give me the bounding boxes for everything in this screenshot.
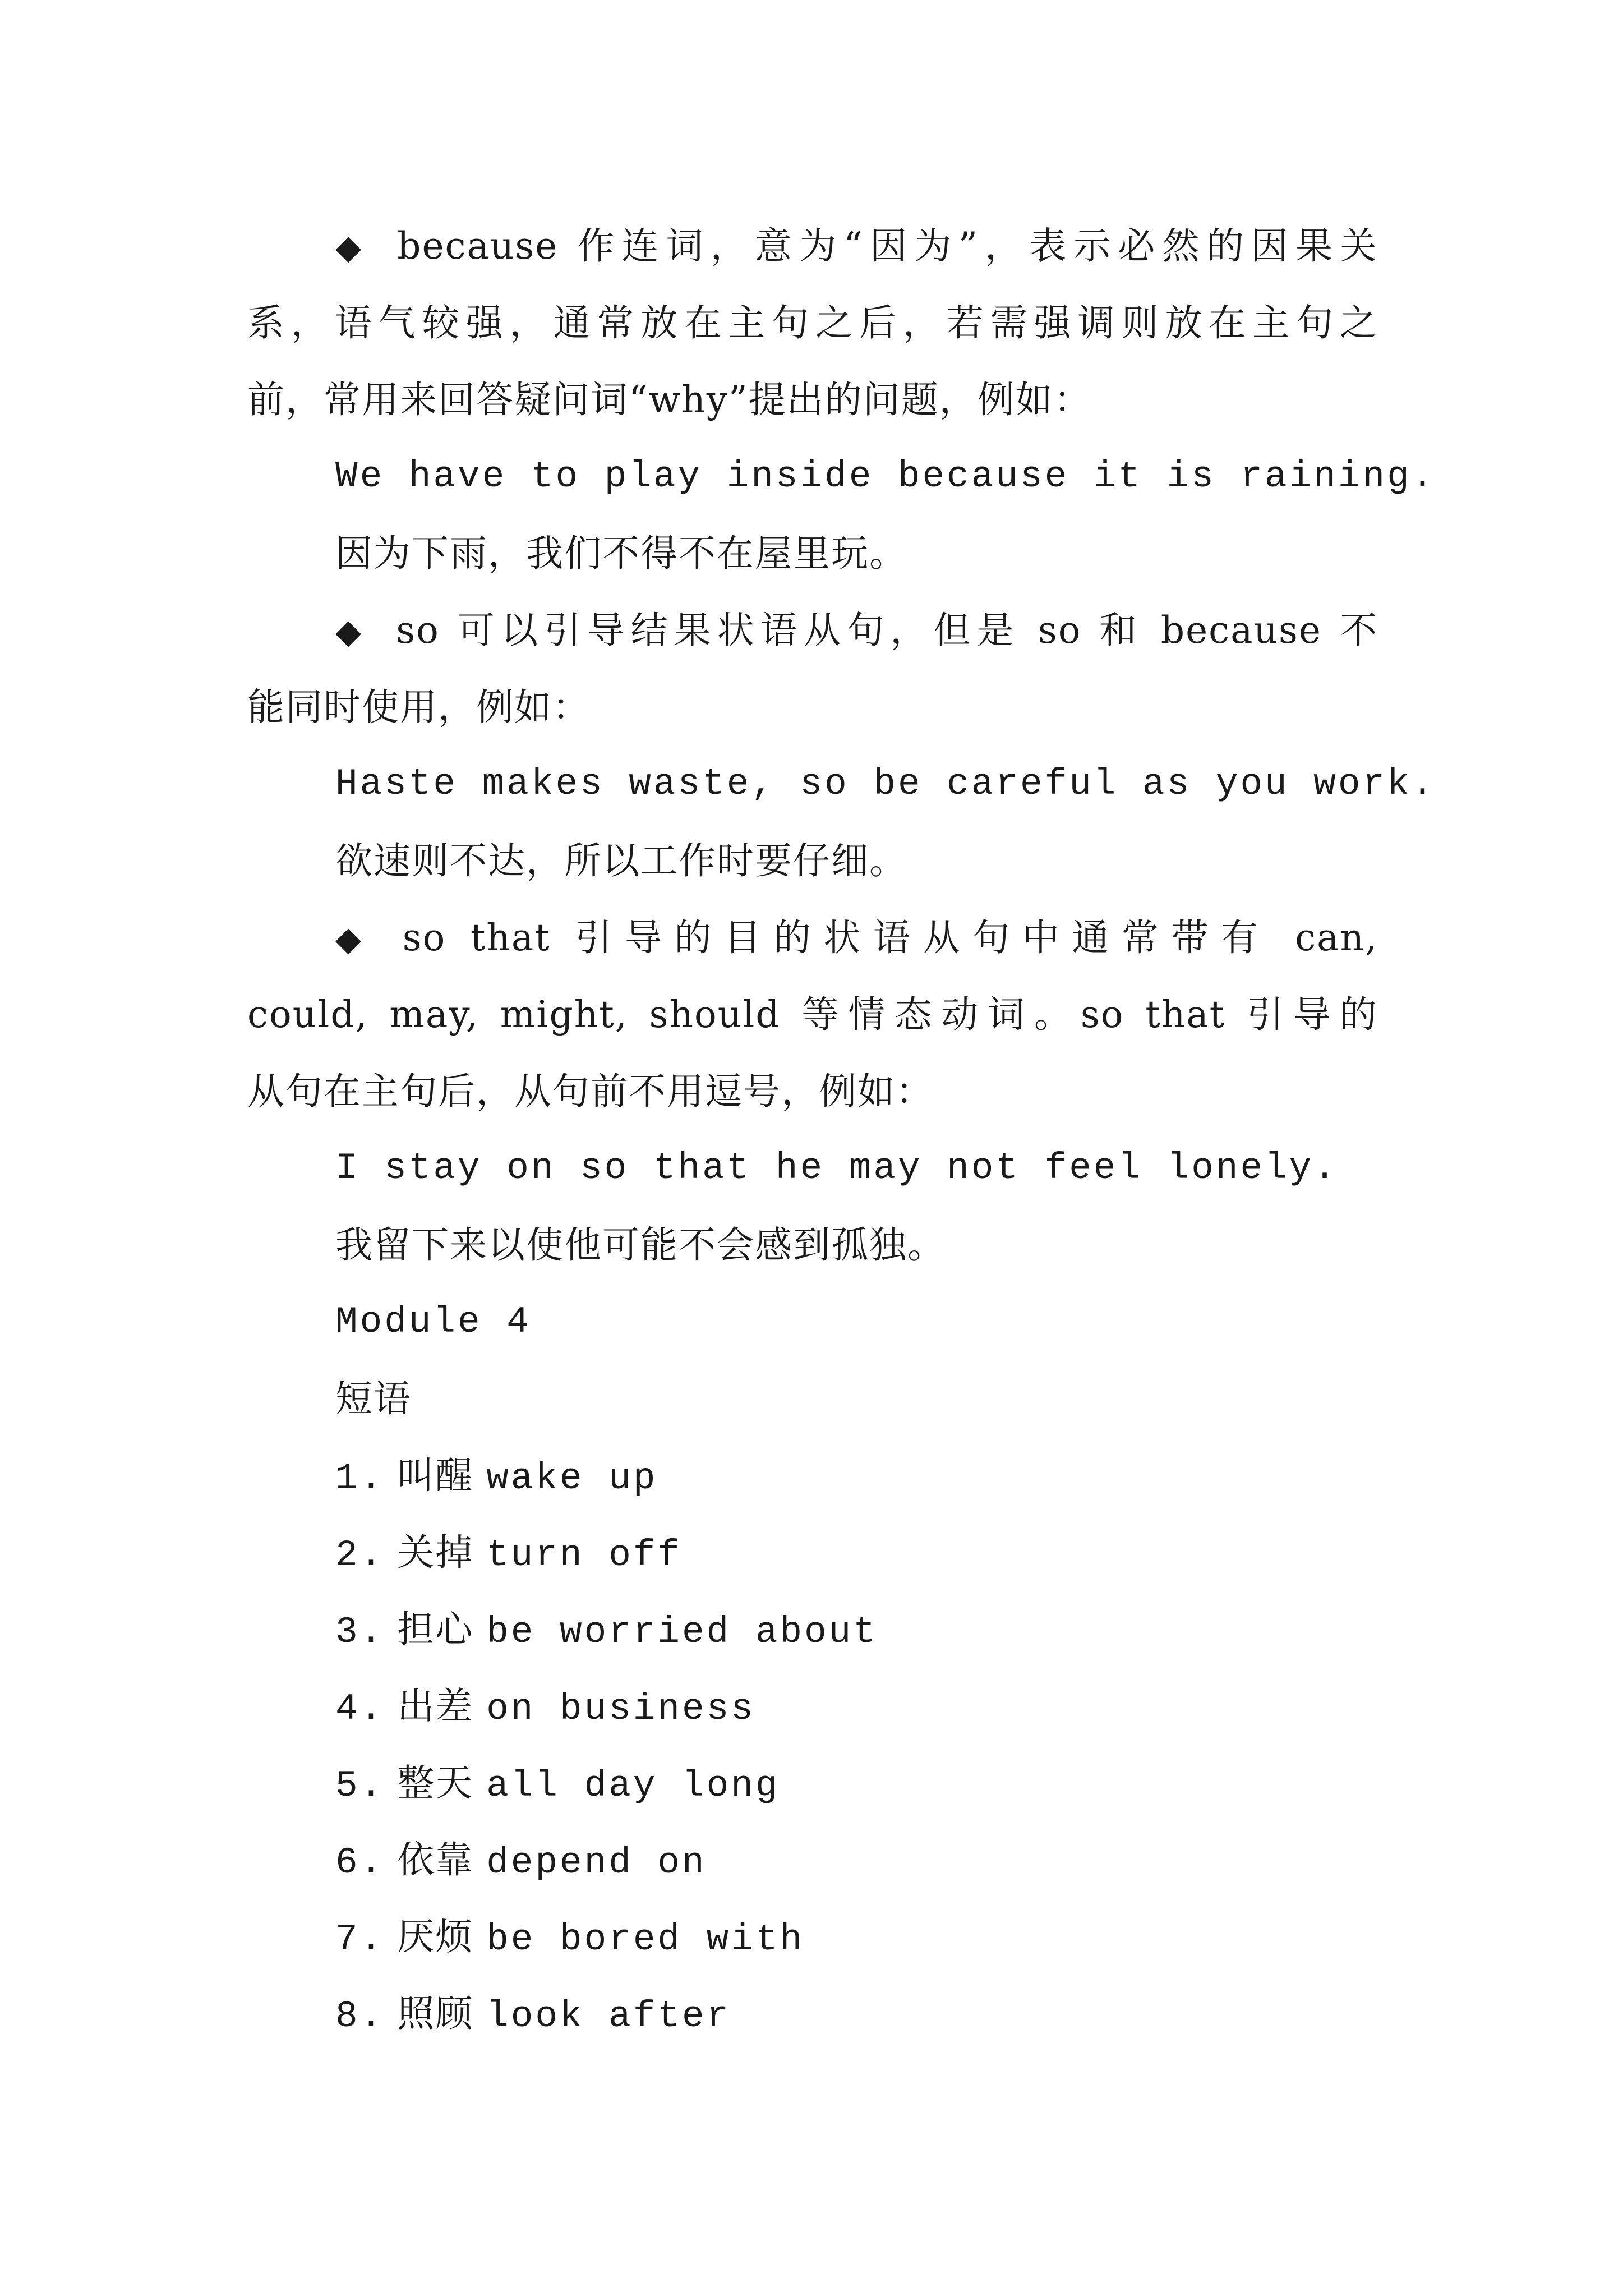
example-english: We have to play inside because it is raining. <box>335 455 1436 498</box>
example-chinese: 因为下雨，我们不得不在屋里玩。 <box>335 532 907 575</box>
phrase-chinese: 依靠 <box>397 1838 474 1881</box>
example-english: I stay on so that he may not feel lonely. <box>335 1147 1338 1189</box>
paragraph-text: so 可以引导结果状语从句，但是 so 和 because 不 <box>378 609 1378 652</box>
paragraph-line: 系，语气较强，通常放在主句之后，若需强调则放在主句之 <box>247 301 1378 344</box>
phrase-chinese: 厌烦 <box>397 1915 474 1958</box>
phrase-english: turn off <box>486 1534 683 1576</box>
phrase-english: wake up <box>486 1457 658 1499</box>
phrase-chinese: 照顾 <box>397 1992 474 2035</box>
paragraph-line: 前，常用来回答疑问词“why”提出的问题，例如： <box>247 378 1092 421</box>
phrases-heading: 短语 <box>335 1377 412 1420</box>
phrase-item <box>335 1591 878 1671</box>
phrase-item <box>335 1668 755 1747</box>
phrase-item <box>335 1821 707 1901</box>
phrase-english: look after <box>486 1995 731 2037</box>
paragraph-line: 从句在主句后，从句前不用逗号，例如： <box>247 1070 934 1113</box>
example-chinese: 欲速则不达，所以工作时要仔细。 <box>335 839 907 882</box>
phrase-chinese: 整天 <box>397 1761 474 1805</box>
example-english: Haste makes waste, so be careful as you work. <box>335 763 1436 805</box>
phrase-number: 4. <box>335 1688 385 1730</box>
phrase-english: on business <box>486 1688 755 1730</box>
paragraph-line <box>247 592 1378 670</box>
phrase-english: be worried about <box>486 1611 878 1653</box>
phrase-number: 2. <box>335 1534 385 1576</box>
phrase-number: 1. <box>335 1457 385 1499</box>
phrase-english: all day long <box>486 1765 780 1807</box>
phrase-item <box>335 1437 657 1517</box>
phrase-english: depend on <box>486 1842 707 1884</box>
phrase-english: be bored with <box>486 1918 805 1961</box>
phrase-chinese: 担心 <box>397 1608 474 1651</box>
phrase-item <box>335 1514 682 1594</box>
paragraph-line: could, may, might, should 等情态动词。so that 引导的 <box>247 993 1378 1036</box>
phrase-number: 6. <box>335 1842 385 1884</box>
diamond-bullet-icon: ◆ <box>335 612 363 651</box>
paragraph-line <box>247 208 1378 286</box>
phrase-number: 7. <box>335 1918 385 1961</box>
phrase-item <box>335 1975 731 2055</box>
paragraph-text: because 作连词，意为“因为”，表示必然的因果关 <box>378 224 1378 268</box>
paragraph-text: so that 引导的目的状语从句中通常带有 can, <box>378 916 1378 959</box>
example-chinese: 我留下来以使他可能不会感到孤独。 <box>335 1223 946 1267</box>
phrase-number: 8. <box>335 1995 385 2037</box>
phrase-chinese: 叫醒 <box>397 1454 474 1497</box>
diamond-bullet-icon: ◆ <box>335 919 363 959</box>
module-title: Module 4 <box>335 1301 531 1343</box>
phrase-item <box>335 1898 804 1978</box>
paragraph-line: 能同时使用，例如： <box>247 685 591 729</box>
phrase-chinese: 出差 <box>397 1685 474 1728</box>
phrase-item <box>335 1745 780 1824</box>
paragraph-line <box>247 899 1378 978</box>
diamond-bullet-icon: ◆ <box>335 228 363 267</box>
phrase-chinese: 关掉 <box>397 1531 474 1574</box>
phrase-number: 3. <box>335 1611 385 1653</box>
phrase-number: 5. <box>335 1765 385 1807</box>
